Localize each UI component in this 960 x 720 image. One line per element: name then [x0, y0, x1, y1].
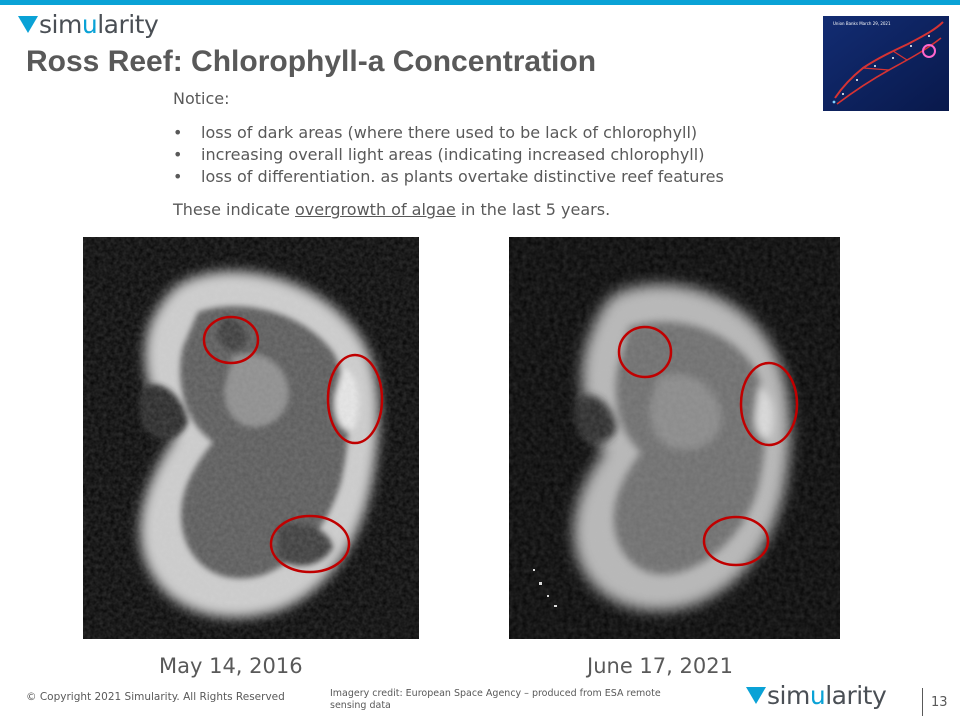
- bullet-list: [173, 122, 813, 188]
- page-number: 13: [931, 695, 948, 710]
- logo-triangle-icon: [18, 15, 38, 34]
- satellite-image-2021: [509, 237, 840, 639]
- top-accent-bar: [0, 0, 960, 5]
- caption-2016: May 14, 2016: [159, 654, 303, 678]
- simularity-logo-bottom: [746, 681, 886, 710]
- bullet-item: • increasing overall light areas (indicating increased chlorophyll): [173, 144, 813, 166]
- simularity-logo-top: [18, 10, 158, 39]
- inset-map-thumbnail: [823, 16, 949, 111]
- conclusion-text: These indicate overgrowth of algae in the last 5 years.: [173, 200, 611, 219]
- inset-map-title: Union Banks March 29, 2021: [833, 21, 891, 26]
- copyright-text: © Copyright 2021 Simularity. All Rights Reserved: [26, 691, 285, 703]
- bullet-item: • loss of dark areas (where there used to be lack of chlorophyll): [173, 122, 813, 144]
- logo-wordmark: simularity: [767, 681, 887, 710]
- satellite-image-2016: [83, 237, 419, 639]
- imagery-credit: Imagery credit: European Space Agency – produced from ESA remote sensing data: [330, 688, 661, 711]
- footer-divider: [922, 688, 923, 716]
- logo-triangle-icon: [746, 686, 766, 705]
- notes-block: [173, 89, 813, 219]
- caption-2021: June 17, 2021: [587, 654, 733, 678]
- bullet-item: • loss of differentiation. as plants overtake distinctive reef features: [173, 166, 813, 188]
- notice-label: Notice:: [173, 89, 230, 108]
- slide-title: Ross Reef: Chlorophyll-a Concentration: [26, 45, 597, 78]
- underlined-phrase: overgrowth of algae: [295, 200, 456, 219]
- logo-wordmark: simularity: [39, 10, 159, 39]
